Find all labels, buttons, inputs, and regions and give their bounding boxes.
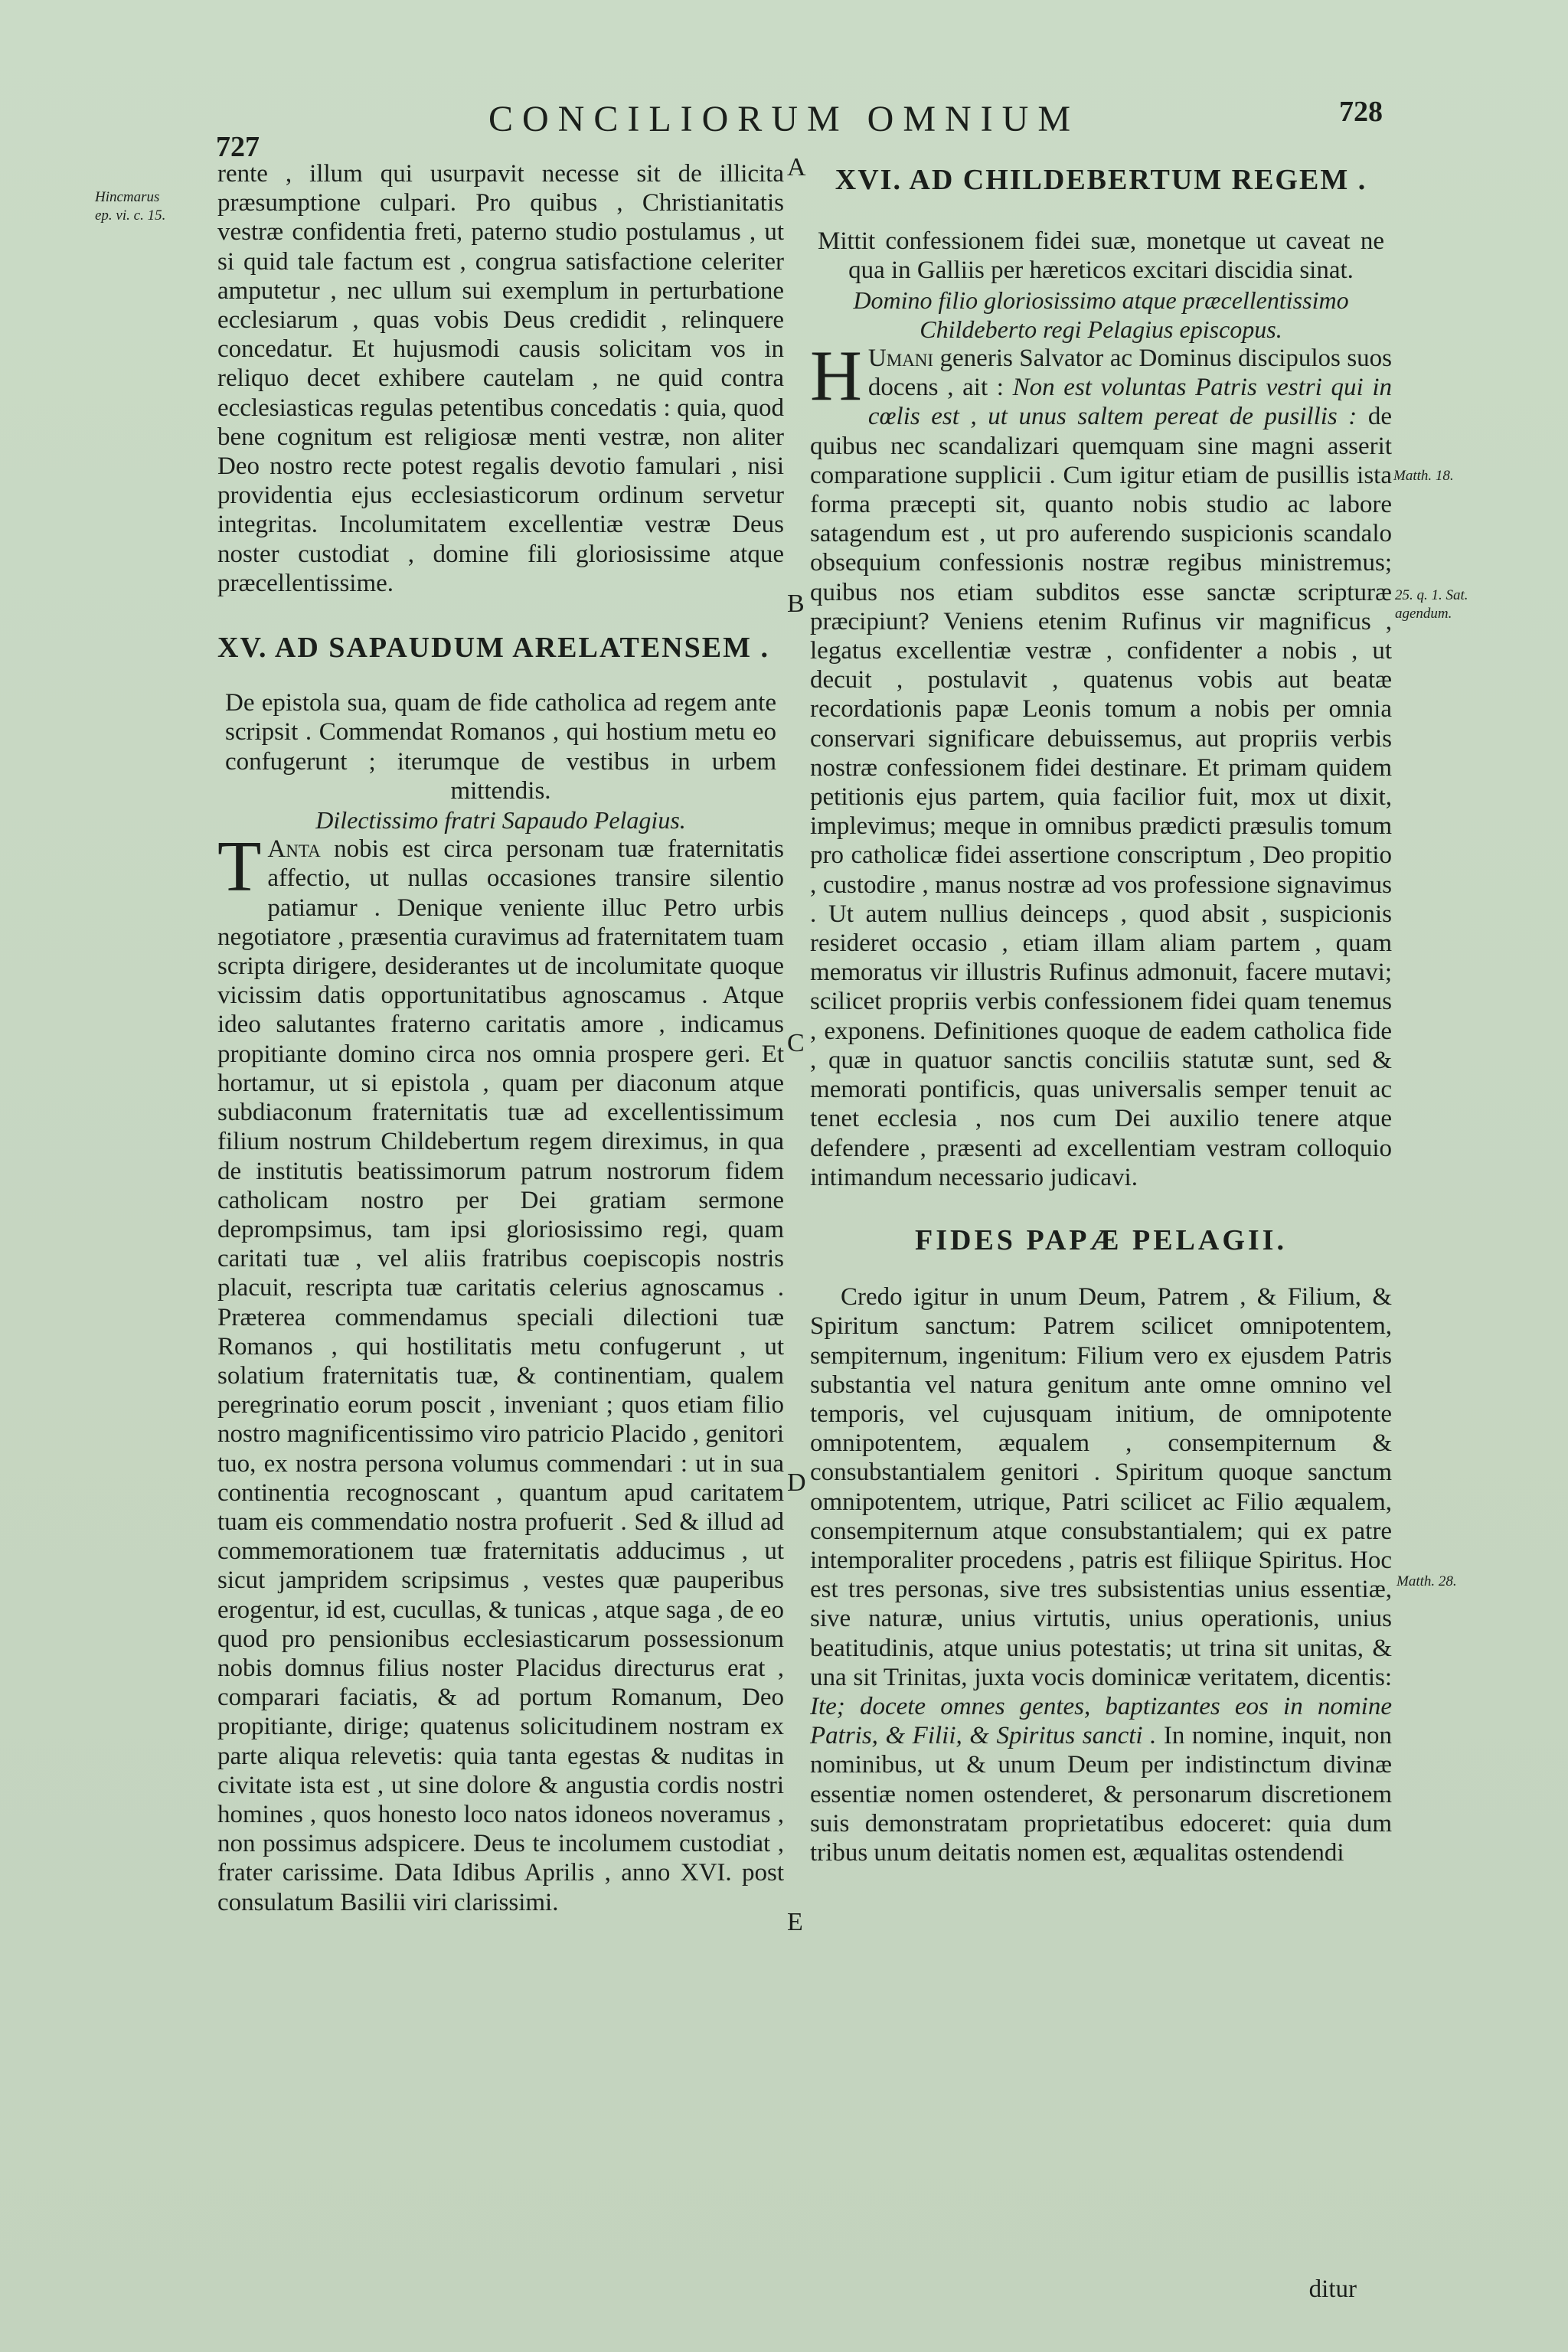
heading-fides: FIDES PAPÆ PELAGII. [915,1223,1287,1256]
scripture-quote-matthew-28: Ite; docete omnes gentes, baptizantes eos in nomine Patris, & Filii, & Spiritus sancti . [810,1692,1392,1750]
running-title: CONCILIORUM OMNIUM [488,99,1080,139]
margin-note-line: agendum. [1395,606,1452,622]
intro-paragraph: rente , illum qui usurpavit necesse sit de illicita præsumptione culpari. Pro quibus , Christianitatis vestræ confidentia freti, paterno studio postulamus , ut si quid tale factum est , congrua satisfactione celeriter amputetur , nec ullum sui exemplum in perturbatione ecclesiarum , quas vobis Deus credidit , relinquere concedatur. Et hujusmodi causis solicitam vos in reliquo decet exhibere cautelam , ne quid contra ecclesiasticas regulas petentibus concedatis : quia, quod bene cognitum est religiosæ menti vestræ, non aliter Deo nostro recte potest regalis devotio famulari , nisi providentia ejus ecclesiasticorum ordinum servetur integritas. Incolumitatem excellentiæ vestræ Deus noster custodiat , domine fili gloriosissime atque præcellentissime. [217,160,784,597]
salutation-xvi: Domino filio gloriosissimo atque præcellentissimo Childeberto regi Pelagius episcopus. [853,286,1349,343]
section-letter-b: B [787,590,805,618]
margin-note-sat [1395,586,1468,623]
drop-cap-t: T [217,827,262,907]
page-number-left: 727 [216,131,260,163]
section-letter-c: C [787,1029,805,1057]
margin-note-matth18: Matth. 18. [1393,468,1454,484]
salutation-xv: Dilectissimo fratri Sapaudo Pelagius. [315,806,686,835]
page-number-right: 728 [1339,96,1383,128]
letter-xvi-text-a: generis Salvator ac Dominus discipulos suos docens , ait : [867,345,1392,402]
letter-xv-body [217,827,784,1917]
drop-cap-tail: Umani [867,345,934,373]
section-letter-a: A [787,153,806,181]
margin-note-matth28: Matth. 28. [1396,1573,1457,1589]
drop-cap-tail: Anta [267,835,321,864]
fides-text-b: In nomine, inquit, non nominibus, ut & unum Deum per indistinctum divinæ essentiæ nomen ostenderet, & personarum discretionem suis demonstratam proprietatibus edoceret: quia dum tribus unum deitatis nomen est, æqualitas ostendendi [810,1722,1392,1867]
margin-note-line: Hincmarus [95,189,160,205]
scripture-quote-matthew-18: Non est voluntas Patris vestri qui in cœlis est , ut unus saltem pereat de pusillis : [867,374,1392,431]
fides-body [810,1282,1392,1867]
catchword: ditur [1308,2275,1357,2303]
letter-xvi-body [810,336,1392,1192]
fides-text-a: Credo igitur in unum Deum, Patrem , & Filium, & Spiritum sanctum: Patrem scilicet omnipotentem, sempiternum, ingenitum: Filium vero ex ejusdem Patris substantia vel natura genitum ante omne omnino vel temporis, vel cujusquam initium, de omnipotente omnipotentem, æqualem , consempiternum & consubstantialem genitori . Spiritum quoque sanctum omnipotentem, utrique, Patri scilicet ac Filio æqualem, consempiternum atque consubstantialem; qui ex patre intemporaliter procedens , patris est filiique Spiritus. Hoc est tres personas, sive tres subsistentias unius essentiæ, sive naturæ, unius virtutis, unius operationis, unius beatitudinis, atque unius potestatis; ut trina sit unitas, & una sit Trinitas, juxta vocis dominicæ veritatem, dicentis: [810,1283,1392,1691]
letter-xv-text: nobis est circa personam tuæ fraternitatis affectio, ut nullas occasiones transire silentio patiamur . Denique veniente illuc Petro urbis negotiatore , præsentia curavimus ad fraternitatem tuam scripta dirigere, desiderantes ut de incolumitate quoque vicissim datis opportunitatibus agnoscamus . Atque ideo salutantes fraterno caritatis amore , indicamus propitiante domino circa nos omnia prospere geri. Et hortamur, ut si epistola , quam per diaconum atque subdiaconum fraternitatis tuæ ad excellentissimum filium nostrum Childebertum regem direximus, in qua de institutis beatissimorum patrum nostrorum fidem catholicam nostro per Dei gratiam sermone deprompsimus, tam ipsi gloriosissimo regi, quam caritati tuæ , vel aliis fratribus coepiscopis nostris placuit, rescripta tuæ caritatis celerius agnoscamus . Præterea commendamus speciali dilectioni tuæ Romanos , qui hostilitatis metu confugerunt , ut solatium fraternitatis tuæ, & continentiam, qualem peregrinatio eorum poscit , inveniant ; quos etiam filio nostro magnificentissimo viro patricio Placido , genitori tuo, ex nostra persona volumus commendari : ut in sua continentia recognoscant , quantum apud caritatem tuam eis commendatio nostra profuerit . Sed & illud ad commemorationem tuæ fraternitatis adducimus , ut sicut jampridem scripsimus , vestes quæ pauperibus erogentur, id est, cucullas, & tunicas , atque saga , de eo quod pro pensionibus ecclesiasticarum possessionum nobis domnus filius noster Placidus directurus erat , comparari faciatis, & ad portum Romanum, Deo propitiante, dirige; quatenus solicitudinem nostram ex parte aliqua relevetis: quia tanta egestas & nuditas in civitate ista est , ut sine dolore & angustia cordis nostri homines , quos honesto loco natos idoneos noveramus , non possimus adspicere. Deus te incolumem custodiat , frater carissime. Data Idibus Aprilis , anno XVI. post consulatum Basilii viri clarissimi. [217,835,784,1916]
margin-note-line: ep. vi. c. 15. [95,207,166,224]
letter-xvi-text-b: de quibus nec scandalizari quemquam sine magni asserit comparatione supplicii . Cum igitur etiam de pusillis ista forma præcepti sit, quanto nobis studio ac labore satagendum est , ut pro auferendo suspicionis scandalo obsequium confessionis nostræ regibus ministremus; quibus nos etiam subditos esse sanctæ scripturæ præcipiunt? Veniens etenim Rufinus vir magnificus , legatus excellentiæ vestræ , confidenter a nobis , ut decuit , postulavit , quatenus vobis aut beatæ recordationis papæ Leonis tomum a nobis per omnia conservari significare debuissemus, aut propriis verbis nostræ confessionem fidei destinare. Et primam quidem petitionis ejus partem, quia facilior fuit, mox ut dixit, implevimus; meque in omnibus prædicti præsulis tomum pro catholicæ fidei assertione conscriptum , Deo propitio , custodire , manus nostræ ad vos professione signavimus . Ut autem nullius deinceps , quod absit , suspicionis resideret occasio , etiam illam aliam partem , quam memoratus vir illustris Rufinus admonuit, facere mutavi; scilicet propriis verbis confessionem fidei quam tenemus , exponens. Definitiones quoque de eadem catholica fide , quæ in quatuor sanctis conciliis statutæ sunt, sed & memorati pontificis, quas universalis semper tenuit ac tenet ecclesia , nos cum Dei auxilio tenere atque defendere , præsenti ad excellentiam vestram colloquio intimandum necessario judicavi. [810,403,1392,1191]
summary-xv: De epistola sua, quam de fide catholica ad regem ante scripsit . Commendat Romanos , qui hostium metu eo confugerunt ; iterumque de vestibus in urbem mittendis. [225,689,776,805]
margin-note-line: 25. q. 1. Sat. [1395,587,1468,603]
summary-xvi: Mittit confessionem fidei suæ, monetque ut caveat ne qua in Galliis per hæreticos excitari discidia sinat. [818,227,1384,285]
margin-note-hincmarus [95,188,165,225]
drop-cap-h: H [810,336,862,416]
right-column [810,165,1392,1867]
heading-xvi: XVI. AD CHILDEBERTUM REGEM . [835,164,1367,196]
left-column [217,159,784,1917]
heading-xv: XV. AD SAPAUDUM ARELATENSEM . [217,632,769,665]
section-letter-d: D [787,1468,806,1497]
section-letter-e: E [787,1908,803,1936]
